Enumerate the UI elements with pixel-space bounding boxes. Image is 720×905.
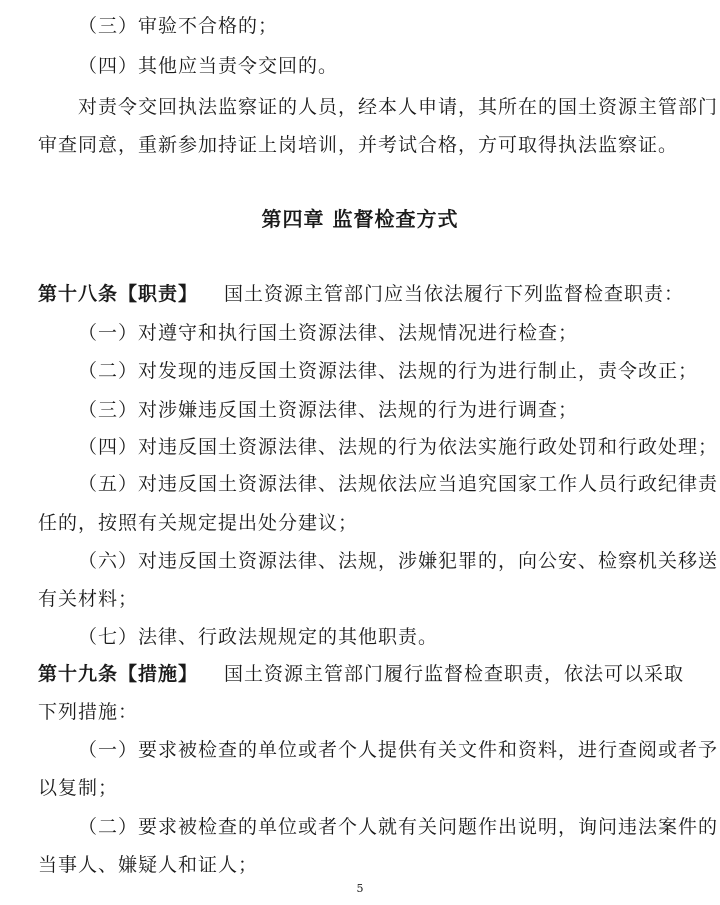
list-item: （一）对遵守和执行国土资源法律、法规情况进行检查；: [78, 322, 579, 344]
page-number: 5: [356, 882, 364, 895]
list-item-continued: 任的，按照有关规定提出处分建议；: [38, 512, 359, 534]
article-18-header: [38, 281, 684, 307]
article-lead: 国土资源主管部门应当依法履行下列监督检查职责：: [224, 283, 685, 305]
article-title: 第十九条【措施】: [38, 663, 199, 685]
list-item: （六）对违反国土资源法律、法规，涉嫌犯罪的，向公安、检察机关移送: [78, 550, 719, 572]
list-item-continued: 有关材料；: [38, 588, 139, 610]
list-item: （二）要求被检查的单位或者个人就有关问题作出说明，询问违法案件的: [78, 816, 719, 838]
list-item: （一）要求被检查的单位或者个人提供有关文件和资料，进行查阅或者予: [78, 739, 719, 761]
article-title: 第十八条【职责】: [38, 283, 199, 305]
article-lead: 国土资源主管部门履行监督检查职责，依法可以采取: [224, 663, 685, 685]
article-19-header: [38, 661, 684, 687]
paragraph-line: 审查同意，重新参加持证上岗培训，并考试合格，方可取得执法监察证。: [38, 134, 679, 156]
list-item: （四）对违反国土资源法律、法规的行为依法实施行政处罚和行政处理；: [78, 436, 719, 458]
list-item: （七）法律、行政法规规定的其他职责。: [78, 626, 439, 648]
chapter-heading: 第四章 监督检查方式: [261, 207, 459, 231]
paragraph-line: 下列措施：: [38, 701, 139, 723]
list-item: （五）对违反国土资源法律、法规依法应当追究国家工作人员行政纪律责: [78, 473, 719, 495]
list-item: （三）对涉嫌违反国土资源法律、法规的行为进行调查；: [78, 399, 579, 421]
list-item: （四）其他应当责令交回的。: [78, 55, 339, 77]
list-item-continued: 以复制；: [38, 777, 119, 799]
list-item-continued: 当事人、嫌疑人和证人；: [38, 854, 259, 876]
list-item: （三）审验不合格的；: [78, 15, 279, 37]
list-item: （二）对发现的违反国土资源法律、法规的行为进行制止，责令改正；: [78, 360, 699, 382]
paragraph-line: 对责令交回执法监察证的人员，经本人申请，其所在的国土资源主管部门: [78, 96, 719, 118]
